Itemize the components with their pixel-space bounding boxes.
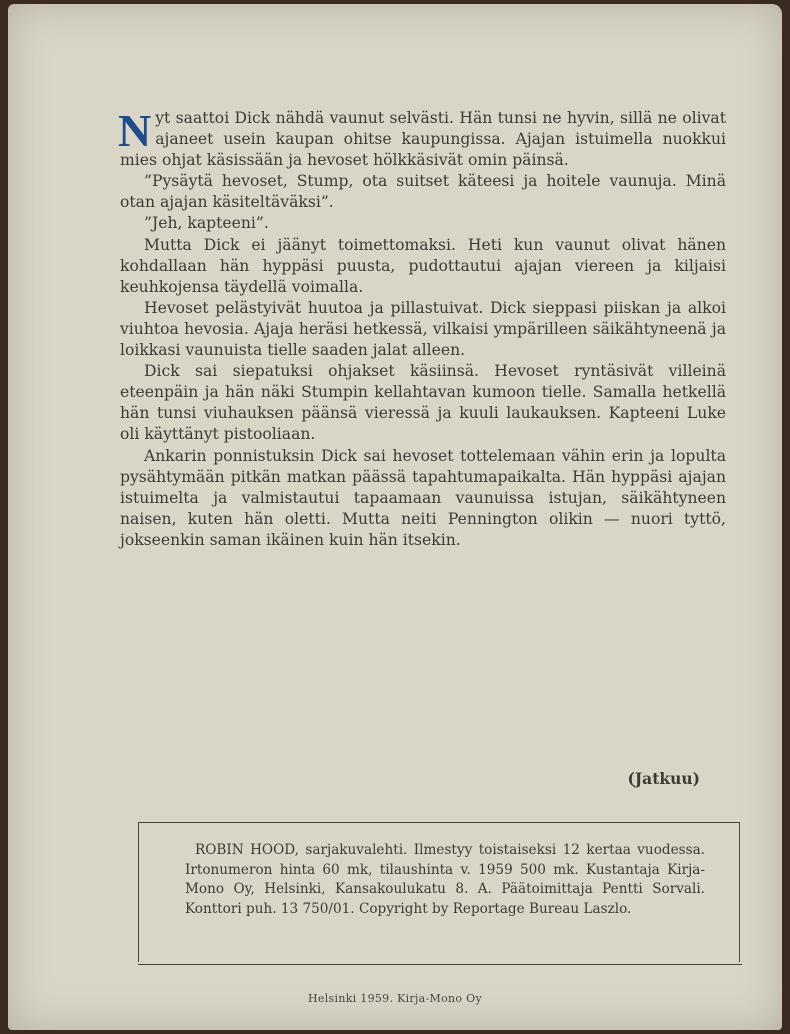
story-text	[118, 105, 726, 551]
story-paragraph-1	[118, 105, 726, 171]
imprint-text: ROBIN HOOD, sarjakuvalehti. Ilmestyy toistaiseksi 12 kertaa vuodessa. Irtonumeron hinta 60 mk, tilaushinta v. 1959 500 mk. Kustantaja Kirja-Mono Oy, Helsinki, Kansakoulukatu 8. A. Päätoimittaja Pentti Sorvali. Konttori puh. 13 750/01. Copyright by Reportage Bureau Laszlo.	[185, 842, 705, 917]
story-paragraph: Hevoset pelästyivät huutoa ja pillastuivat. Dick sieppasi piiskan ja alkoi viuhtoa hevosia. Ajaja heräsi hetkessä, vilkaisi ympärilleen säikähtyneenä ja loikkasi vaunuista tielle saaden jalat alleen.	[120, 298, 726, 360]
story-paragraph: ”Pysäytä hevoset, Stump, ota suitset käteesi ja hoitele vaunuja. Minä otan ajajan käsiteltäväksi”.	[120, 172, 726, 212]
story-paragraph-1-text: yt saattoi Dick nähdä vaunut selvästi. Hän tunsi ne hyvin, sillä ne olivat ajaneet usein kaupan ohitse kaupungissa. Ajajan istuimella nuokkui mies ohjat käsissään ja hevoset hölkkäsivät omin päinsä.	[120, 109, 726, 170]
imprint-box	[138, 822, 740, 962]
drop-cap: N	[118, 105, 152, 156]
publisher-footer: Helsinki 1959. Kirja-Mono Oy	[308, 992, 482, 1005]
story-paragraph: Mutta Dick ei jäänyt toimettomaksi. Heti kun vaunut olivat hänen kohdallaan hän hyppäsi puusta, pudottautui ajajan viereen ja kiljaisi keuhkojensa täydellä voimalla.	[120, 235, 726, 296]
book-page	[8, 4, 782, 1030]
story-paragraph: ”Jeh, kapteeni”.	[144, 214, 269, 233]
continued-label: (Jatkuu)	[627, 769, 700, 788]
story-paragraph: Dick sai siepatuksi ohjakset käsiinsä. Hevoset ryntäsivät villeinä eteenpäin ja hän näki Stumpin kellahtavan kumoon tielle. Samalla hetkellä hän tunsi viuhauksen päänsä vieressä ja kuuli laukauksen. Kapteeni Luke oli käyttänyt pistooliaan.	[120, 362, 726, 444]
imprint-bottom-rule	[138, 964, 742, 965]
story-paragraph: Ankarin ponnistuksin Dick sai hevoset tottelemaan vähin erin ja lopulta pysähtymään pitkän matkan päässä tapahtumapaikalta. Hän hyppäsi ajajan istuimelta ja valmistautui tapaamaan vaunuissa istujan, säikähtyneen naisen, kuten hän oletti. Mutta neiti Pennington olikin — nuori tyttö, jokseenkin saman ikäinen kuin hän itsekin.	[120, 446, 726, 549]
